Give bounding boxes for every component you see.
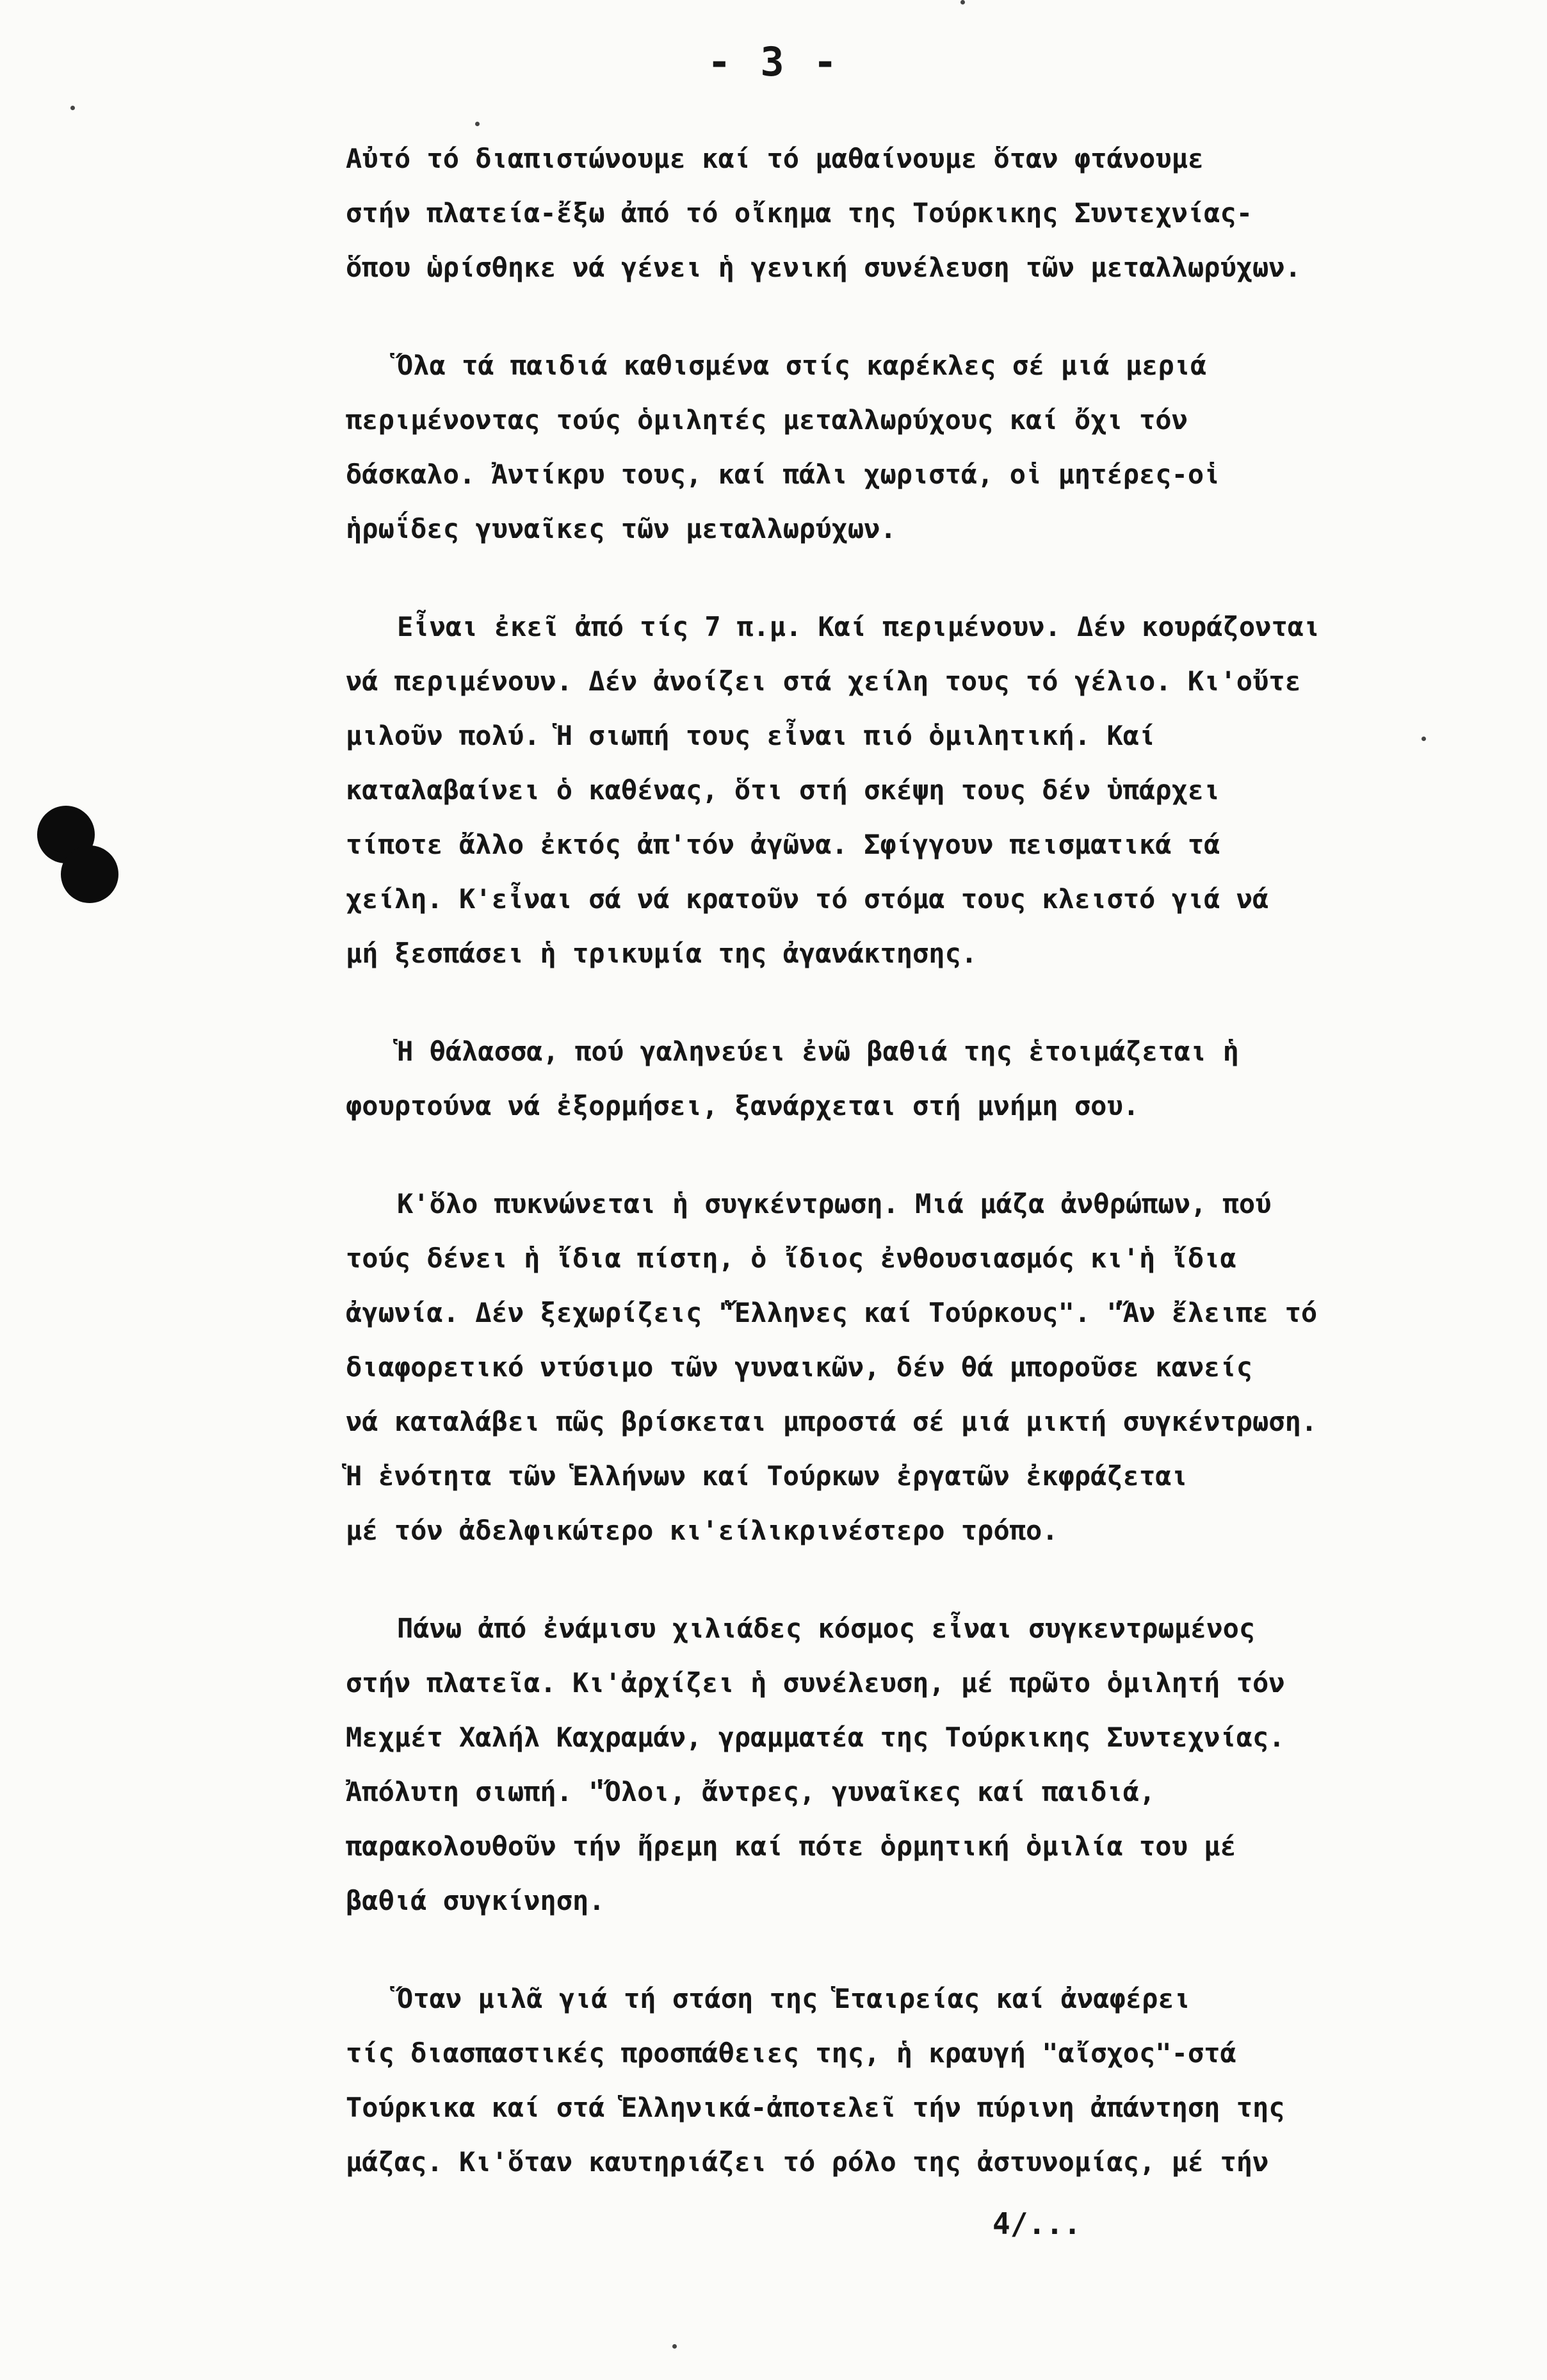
paragraph xyxy=(346,131,1518,295)
text-line: Πάνω ἀπό ἐνάμισυ χιλιάδες κόσμος εἶναι συγκεντρωμένος xyxy=(397,1613,1256,1644)
paragraph xyxy=(346,1601,1518,1928)
text-line: Κ'ὅλο πυκνώνεται ἡ συγκέντρωση. Μιά μάζα ἀνθρώπων, πού xyxy=(397,1188,1272,1219)
text-line: βαθιά συγκίνηση. xyxy=(346,1885,605,1916)
paragraph xyxy=(346,1177,1518,1558)
text-line: ὅπου ὡρίσθηκε νά γένει ἡ γενική συνέλευση τῶν μεταλλωρύχων. xyxy=(346,252,1301,283)
text-line: νά καταλάβει πῶς βρίσκεται μπροστά σέ μιά μικτή συγκέντρωση. xyxy=(346,1406,1318,1437)
text-line: μάζας. Κι'ὅταν καυτηριάζει τό ρόλο της ἀστυνομίας, μέ τήν xyxy=(346,2146,1269,2178)
text-line: Ἡ θάλασσα, πού γαληνεύει ἐνῶ βαθιά της ἑτοιμάζεται ἡ xyxy=(397,1036,1239,1067)
scan-speck xyxy=(960,0,965,4)
text-line: Ἀπόλυτη σιωπή. "Ὅλοι, ἄντρες, γυναῖκες καί παιδιά, xyxy=(346,1776,1156,1807)
text-line: Ἡ ἑνότητα τῶν Ἑλλήνων καί Τούρκων ἐργατῶν ἐκφράζεται xyxy=(346,1460,1188,1492)
text-line: τίς διασπαστικές προσπάθειες της, ἡ κραυγή "αἴσχος"-στά xyxy=(346,2037,1236,2069)
text-line: στήν πλατεία-ἔξω ἀπό τό οἴκημα της Τούρκικης Συντεχνίας- xyxy=(346,197,1253,229)
punch-hole xyxy=(61,845,118,903)
document-body xyxy=(346,131,1518,2233)
text-line: Εἶναι ἐκεῖ ἀπό τίς 7 π.μ. Καί περιμένουν. Δέν κουράζονται xyxy=(397,611,1320,642)
scan-speck xyxy=(475,122,480,126)
text-line: χείλη. Κ'εἶναι σά νά κρατοῦν τό στόμα τους κλειστό γιά νά xyxy=(346,883,1269,915)
paragraph xyxy=(346,1024,1518,1133)
text-line: καταλαβαίνει ὁ καθένας, ὅτι στή σκέψη τους δέν ὑπάρχει xyxy=(346,774,1220,806)
text-line: διαφορετικό ντύσιμο τῶν γυναικῶν, δέν θά μποροῦσε κανείς xyxy=(346,1351,1253,1383)
text-line: περιμένοντας τούς ὁμιλητές μεταλλωρύχους καί ὄχι τόν xyxy=(346,404,1188,436)
scan-speck xyxy=(70,106,75,110)
paragraph xyxy=(346,338,1518,556)
text-line: παρακολουθοῦν τήν ἤρεμη καί πότε ὁρμητική ὁμιλία του μέ xyxy=(346,1830,1236,1862)
text-line: τίποτε ἄλλο ἐκτός ἀπ'τόν ἀγῶνα. Σφίγγουν πεισματικά τά xyxy=(346,829,1220,860)
page-number: - 3 - xyxy=(707,38,840,85)
text-line: τούς δένει ἡ ἴδια πίστη, ὁ ἴδιος ἐνθουσιασμός κι'ἡ ἴδια xyxy=(346,1243,1236,1274)
text-line: μιλοῦν πολύ. Ἡ σιωπή τους εἶναι πιό ὁμιλητική. Καί xyxy=(346,720,1156,751)
text-line: Ὅλα τά παιδιά καθισμένα στίς καρέκλες σέ μιά μεριά xyxy=(397,350,1207,381)
text-line: φουρτούνα νά ἐξορμήσει, ξανάρχεται στή μνήμη σου. xyxy=(346,1090,1140,1121)
text-line: μή ξεσπάσει ἡ τρικυμία της ἀγανάκτησης. xyxy=(346,938,978,969)
text-line: Ὅταν μιλᾶ γιά τή στάση της Ἑταιρείας καί ἀναφέρει xyxy=(397,1983,1191,2014)
scan-speck xyxy=(672,2344,677,2349)
text-line: μέ τόν ἀδελφικώτερο κι'είλικρινέστερο τρόπο. xyxy=(346,1515,1058,1546)
text-line: στήν πλατεῖα. Κι'ἀρχίζει ἡ συνέλευση, μέ πρῶτο ὁμιλητή τόν xyxy=(346,1667,1285,1699)
text-line: δάσκαλο. Ἀντίκρυ τους, καί πάλι χωριστά, οἱ μητέρες-οἱ xyxy=(346,459,1220,490)
text-line: ἀγωνία. Δέν ξεχωρίζεις "Ἕλληνες καί Τούρκους". "Ἄν ἔλειπε τό xyxy=(346,1297,1318,1328)
continuation-marker: 4/... xyxy=(992,2206,1081,2241)
text-line: ἡρωΐδες γυναῖκες τῶν μεταλλωρύχων. xyxy=(346,513,896,544)
paragraph xyxy=(346,599,1518,981)
text-line: Αὐτό τό διαπιστώνουμε καί τό μαθαίνουμε ὅταν φτάνουμε xyxy=(346,143,1204,174)
text-line: Τούρκικα καί στά Ἑλληνικά-ἀποτελεῖ τήν πύρινη ἀπάντηση της xyxy=(346,2092,1285,2123)
text-line: Μεχμέτ Χαλήλ Καχραμάν, γραμματέα της Τούρκικης Συντεχνίας. xyxy=(346,1722,1285,1753)
text-line: νά περιμένουν. Δέν ἀνοίζει στά χείλη τους τό γέλιο. Κι'οὔτε xyxy=(346,665,1301,697)
paragraph xyxy=(346,1971,1518,2189)
